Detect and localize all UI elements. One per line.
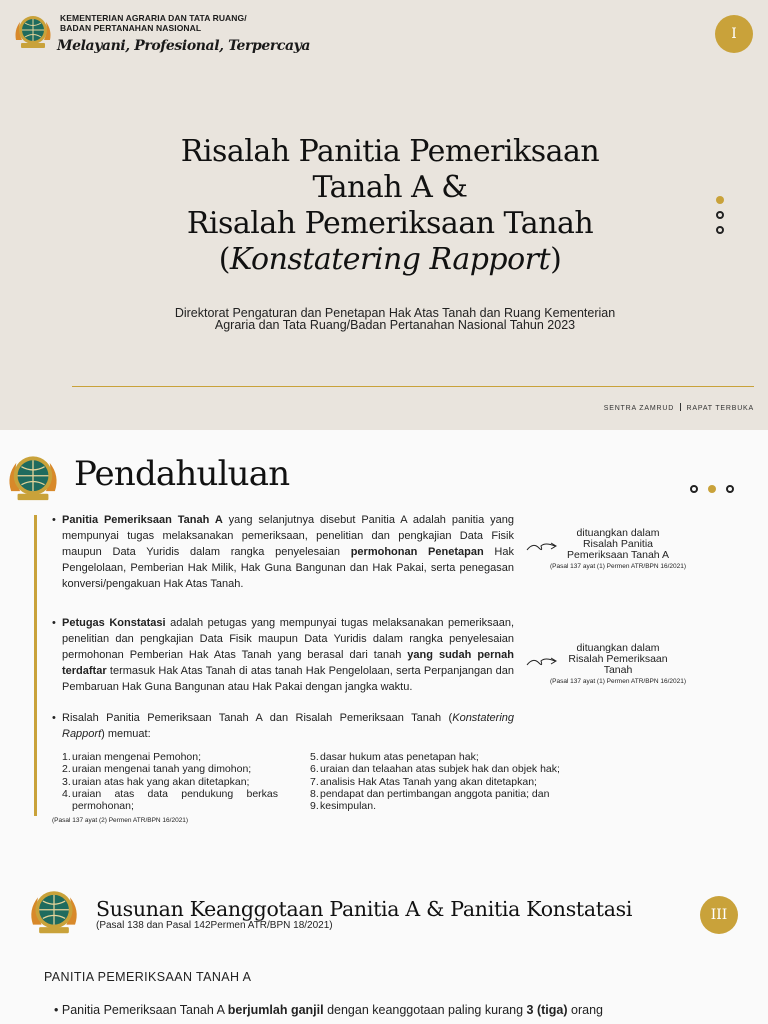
list-item xyxy=(62,751,278,763)
ministry-logo-icon xyxy=(6,450,60,504)
subsection-label: PANITIA PEMERIKSAAN TANAH A xyxy=(44,970,252,984)
slide-nav-dots xyxy=(716,196,726,241)
bold-term: Petugas Konstatasi xyxy=(62,617,166,629)
subtitle-line-2: Agraria dan Tata Ruang/Badan Pertanahan Nasional Tahun 2023 xyxy=(214,318,576,332)
note-line: Risalah Pemeriksaan xyxy=(568,653,668,665)
list-item xyxy=(62,763,278,775)
list-text: uraian mengenai Pemohon; xyxy=(72,751,202,763)
side-note-2 xyxy=(528,643,708,686)
text-run: adalah petugas yang mempunyai tugas melaksanakan pemeriksaan, penelitian dan pengkajian Data Fisik maupun Data Yuridis dalam rangka penyelesaian permohonan Pemberian Hak Atas Tanah yang berasal dari tanah xyxy=(62,617,514,661)
note-line: Pemeriksaan Tanah A xyxy=(567,549,669,561)
nav-dot[interactable] xyxy=(716,226,724,234)
slide-pendahuluan xyxy=(0,430,768,855)
list-number: 1. xyxy=(62,751,71,763)
list-text: uraian atas hak yang akan ditetapkan; xyxy=(72,775,250,788)
text-run: Risalah Panitia Pemeriksaan Tanah A dan Risalah Pemeriksaan Tanah ( xyxy=(62,712,453,724)
list-text: kesimpulan. xyxy=(320,800,377,813)
bullet: • xyxy=(52,712,56,724)
page-number-badge: I xyxy=(715,15,753,53)
title-line-2: Tanah A & xyxy=(312,170,468,205)
content-list-left xyxy=(62,751,278,812)
note-line: Risalah Panitia xyxy=(582,538,654,550)
nav-dot[interactable] xyxy=(726,485,734,493)
paragraph-text xyxy=(62,710,514,742)
nav-dot[interactable] xyxy=(716,211,724,219)
slide-title xyxy=(0,0,768,430)
subtitle xyxy=(150,307,640,331)
section-heading: Pendahuluan xyxy=(74,454,290,494)
bold-term: 3 (tiga) xyxy=(526,1003,568,1017)
title-line-1: Risalah Panitia Pemeriksaan xyxy=(180,134,600,169)
slide-nav-dots xyxy=(685,478,734,497)
list-item xyxy=(310,751,600,763)
italic-term: Konstatering Rapport xyxy=(62,712,514,740)
note-reference: (Pasal 137 ayat (1) Permen ATR/BPN 16/2021) xyxy=(549,678,687,685)
bold-term: Panitia Pemeriksaan Tanah A xyxy=(62,514,223,526)
ministry-logo-icon xyxy=(12,10,54,52)
list-text: uraian atas data pendukung berkas permohonan; xyxy=(72,787,278,813)
note-reference: (Pasal 137 ayat (1) Permen ATR/BPN 16/2021) xyxy=(549,563,687,570)
accent-bar xyxy=(34,515,37,816)
paragraph-jumlah-anggota xyxy=(54,1001,686,1019)
ministry-line-2: BADAN PERTANAHAN NASIONAL xyxy=(60,23,202,33)
ministry-line-1: KEMENTERIAN AGRARIA DAN TATA RUANG/ xyxy=(60,13,247,23)
bold-term: yang sudah pernah terdaftar xyxy=(62,649,514,677)
list-text: analisis Hak Atas Tanah yang akan ditetapkan; xyxy=(320,775,537,788)
footer-separator xyxy=(680,403,681,411)
list-number: 9. xyxy=(310,800,319,813)
subtitle-line-1: Direktorat Pengaturan dan Penetapan Hak Atas Tanah dan Ruang Kementerian xyxy=(174,306,616,320)
text-run: Hak Pengelolaan, Pemberian Hak Milik, Hak Guna Bangunan dan Hak Pakai, serta penegasan konversi/pengakuan Hak Atas Tanah. xyxy=(62,546,514,590)
nav-dot[interactable] xyxy=(690,485,698,493)
heading-reference: (Pasal 138 dan Pasal 142Permen ATR/BPN 18/2021) xyxy=(96,920,333,931)
list-item xyxy=(62,776,278,788)
title-italic: Konstatering Rapport xyxy=(229,242,551,277)
list-number: 6. xyxy=(310,763,319,776)
list-text: dasar hukum atas penetapan hak; xyxy=(320,751,479,763)
section-heading: Susunan Keanggotaan Panitia A & Panitia Konstatasi xyxy=(96,897,633,921)
page-number-badge: III xyxy=(700,896,738,934)
footer-right: RAPAT TERBUKA xyxy=(686,405,754,412)
bullet: • xyxy=(54,1003,59,1017)
list-number: 7. xyxy=(310,775,319,788)
nav-dot-active[interactable] xyxy=(716,196,724,204)
note-line: dituangkan dalam xyxy=(576,642,660,654)
note-line: dituangkan dalam xyxy=(576,527,660,539)
title-line-3: Risalah Pemeriksaan Tanah xyxy=(186,206,594,241)
slide-susunan-keanggotaan xyxy=(0,855,768,1024)
paragraph-panitia-a xyxy=(52,512,514,592)
ministry-logo-icon xyxy=(28,885,80,937)
title-paren-open: ( xyxy=(218,242,230,277)
text-run: Panitia Pemeriksaan Tanah A xyxy=(61,1003,228,1017)
footer-left: SENTRA ZAMRUD xyxy=(603,405,675,412)
list-text: uraian dan telaahan atas subjek hak dan objek hak; xyxy=(320,763,560,776)
list-item xyxy=(310,800,600,812)
divider xyxy=(72,386,754,387)
page-title xyxy=(100,134,680,278)
text-run: termasuk Hak Atas Tanah di atas tanah Hak Pengelolaan, serta Perpanjangan dan Pembaruan Hak Guna Bangunan atau Hak Pakai dengan jangka waktu. xyxy=(62,665,514,693)
list-number: 3. xyxy=(62,775,71,788)
list-reference: (Pasal 137 ayat (2) Permen ATR/BPN 16/2021) xyxy=(52,817,189,824)
paragraph-risalah xyxy=(52,710,514,742)
list-item xyxy=(310,788,600,800)
list-number: 8. xyxy=(310,787,319,800)
ministry-name xyxy=(60,13,247,33)
motto: Melayani, Profesional, Terpercaya xyxy=(57,38,311,54)
nav-dot-active[interactable] xyxy=(708,485,716,493)
list-number: 5. xyxy=(310,751,319,763)
paragraph-petugas-konstatasi xyxy=(52,615,514,695)
side-note-1 xyxy=(528,528,708,571)
paragraph-text xyxy=(62,512,514,592)
paragraph-text xyxy=(62,615,514,695)
list-number: 2. xyxy=(62,763,71,776)
text-run: yang selanjutnya disebut Panitia A adalah panitia yang mempunyai tugas melaksanakan pemeriksaan, penelitian dan pengkajian Data Fisik maupun Data Yuridis dalam rangka penyelesaian xyxy=(62,514,514,558)
title-line-4 xyxy=(100,242,680,278)
list-text: uraian mengenai tanah yang dimohon; xyxy=(72,763,252,776)
list-item xyxy=(310,776,600,788)
bullet: • xyxy=(52,617,56,629)
text-run: ) memuat: xyxy=(101,728,151,740)
text-run: dengan keanggotaan paling kurang xyxy=(323,1003,527,1017)
bold-term: permohonan Penetapan xyxy=(350,546,484,558)
bullet: • xyxy=(52,514,56,526)
text-run: orang xyxy=(567,1003,603,1017)
slide-footer xyxy=(604,403,754,412)
title-paren-close: ) xyxy=(550,242,562,277)
list-text: pendapat dan pertimbangan anggota panitia; dan xyxy=(320,787,550,800)
list-item xyxy=(310,763,600,775)
note-line: Tanah xyxy=(603,664,633,676)
content-list-right xyxy=(310,751,600,812)
list-item xyxy=(62,788,278,813)
bold-term: berjumlah ganjil xyxy=(227,1003,324,1017)
list-number: 4. xyxy=(62,787,71,800)
